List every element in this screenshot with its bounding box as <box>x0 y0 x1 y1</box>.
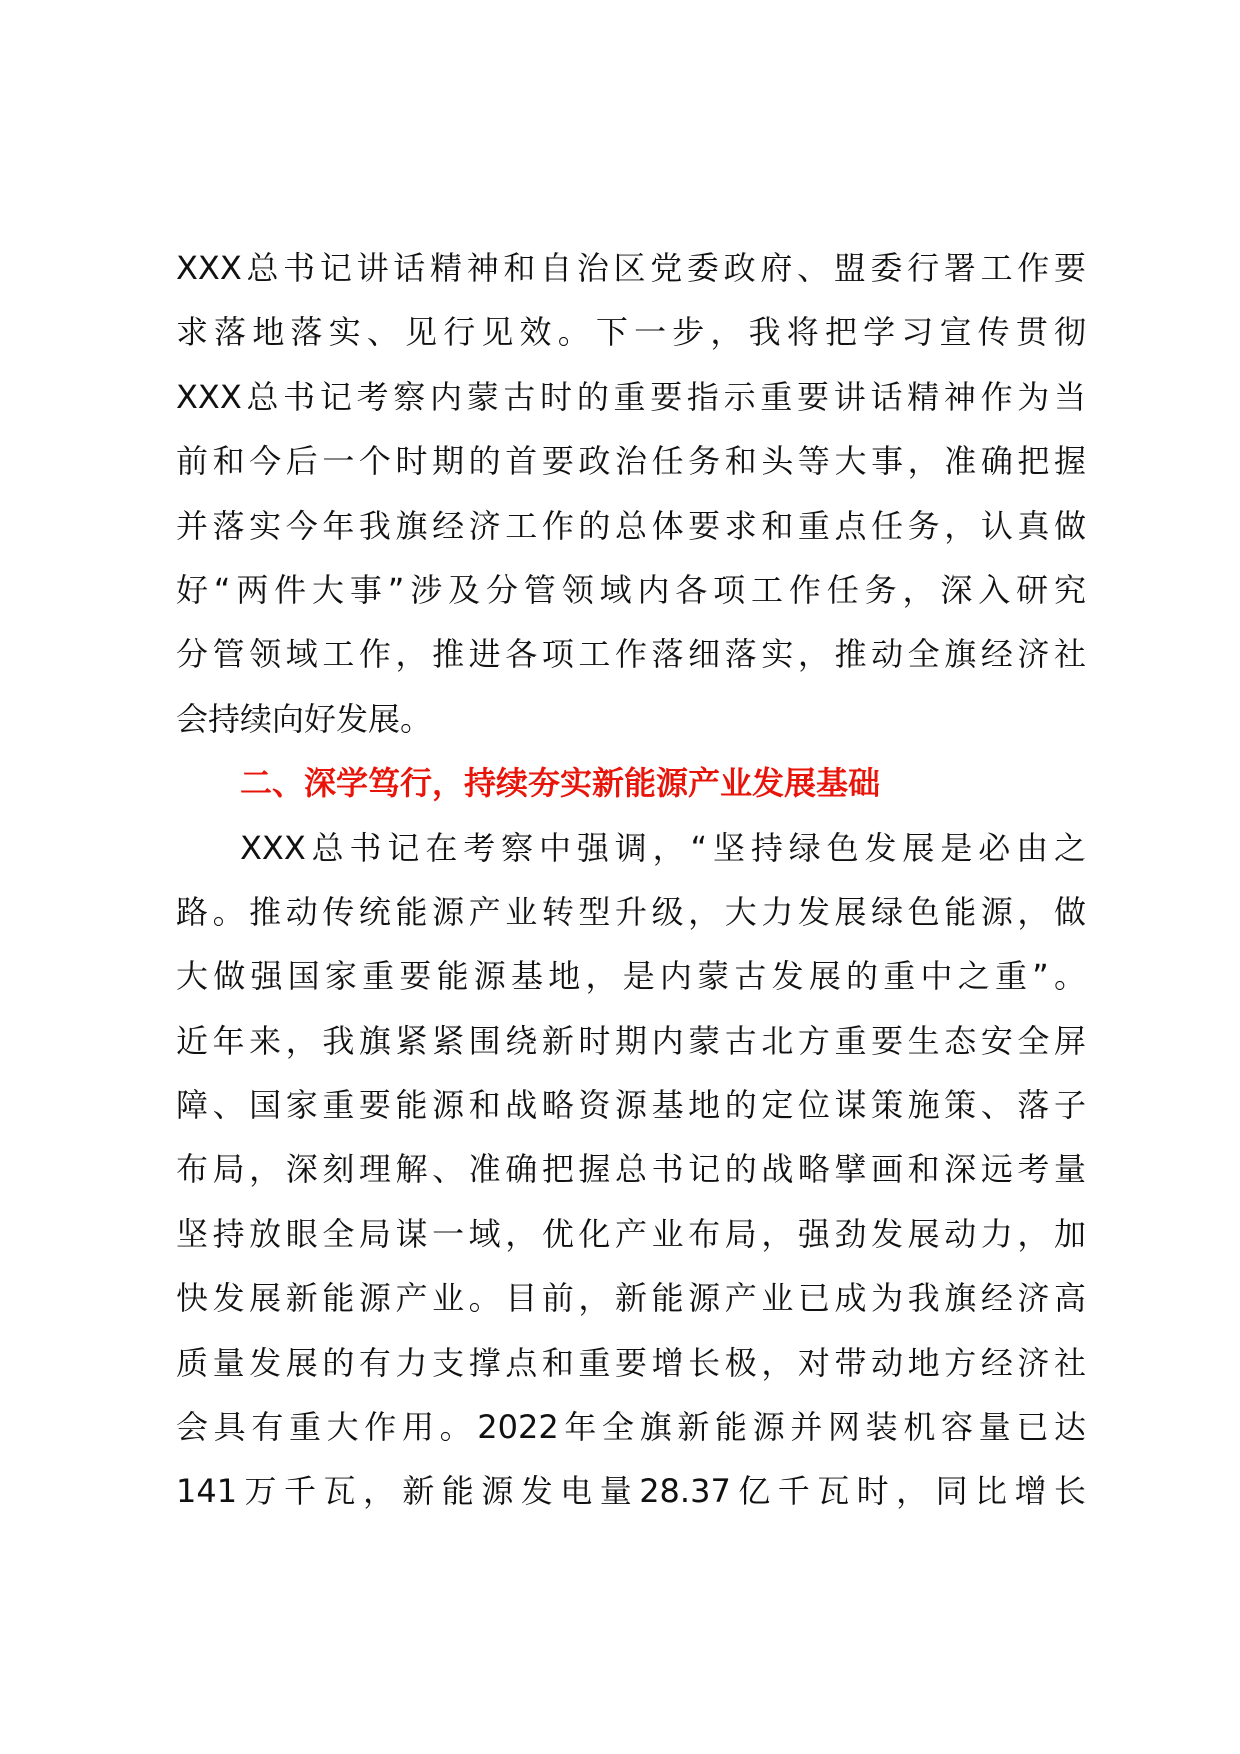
text-line: 并落实今年我旗经济工作的总体要求和重点任务，认真做 <box>176 506 1086 545</box>
text-line: XXX总书记在考察中强调，“坚持绿色发展是必由之 <box>240 828 1086 867</box>
text-line: 前和今后一个时期的首要政治任务和头等大事，准确把握 <box>176 442 1086 481</box>
paragraph-2 <box>176 816 1086 1524</box>
text-line: 好“两件大事”涉及分管领域内各项工作任务，深入研究 <box>176 570 1086 609</box>
text-line: 141万千瓦，新能源发电量28.37亿千瓦时，同比增长 <box>176 1472 1086 1511</box>
text-line: 快发展新能源产业。目前，新能源产业已成为我旗经济高 <box>176 1279 1086 1318</box>
text-line: 大做强国家重要能源基地，是内蒙古发展的重中之重”。 <box>176 957 1086 996</box>
text-line: 障、国家重要能源和战略资源基地的定位谋策施策、落子 <box>176 1086 1086 1125</box>
text-line: 近年来，我旗紧紧围绕新时期内蒙古北方重要生态安全屏 <box>176 1021 1086 1060</box>
text-line: XXX总书记考察内蒙古时的重要指示重要讲话精神作为当 <box>176 377 1086 416</box>
text-line: 会具有重大作用。2022年全旗新能源并网装机容量已达 <box>176 1408 1086 1447</box>
text-line: 质量发展的有力支撑点和重要增长极，对带动地方经济社 <box>176 1343 1086 1382</box>
text-line: XXX总书记讲话精神和自治区党委政府、盟委行署工作要 <box>176 249 1086 287</box>
text-line: 布局，深刻理解、准确把握总书记的战略擘画和深远考量 <box>176 1150 1086 1189</box>
text-line: 坚持放眼全局谋一域，优化产业布局，强劲发展动力，加 <box>176 1214 1086 1253</box>
text-line: 会持续向好发展。 <box>176 699 433 738</box>
text-line: 路。推动传统能源产业转型升级，大力发展绿色能源，做 <box>176 892 1086 931</box>
document-body <box>176 236 1086 1524</box>
text-line: 求落地落实、见行见效。下一步，我将把学习宣传贯彻 <box>176 313 1086 352</box>
section-heading: 二、深学笃行，持续夯实新能源产业发展基础 <box>240 764 881 803</box>
text-line: 分管领域工作，推进各项工作落细落实，推动全旗经济社 <box>176 635 1086 674</box>
paragraph-1 <box>176 236 1086 751</box>
